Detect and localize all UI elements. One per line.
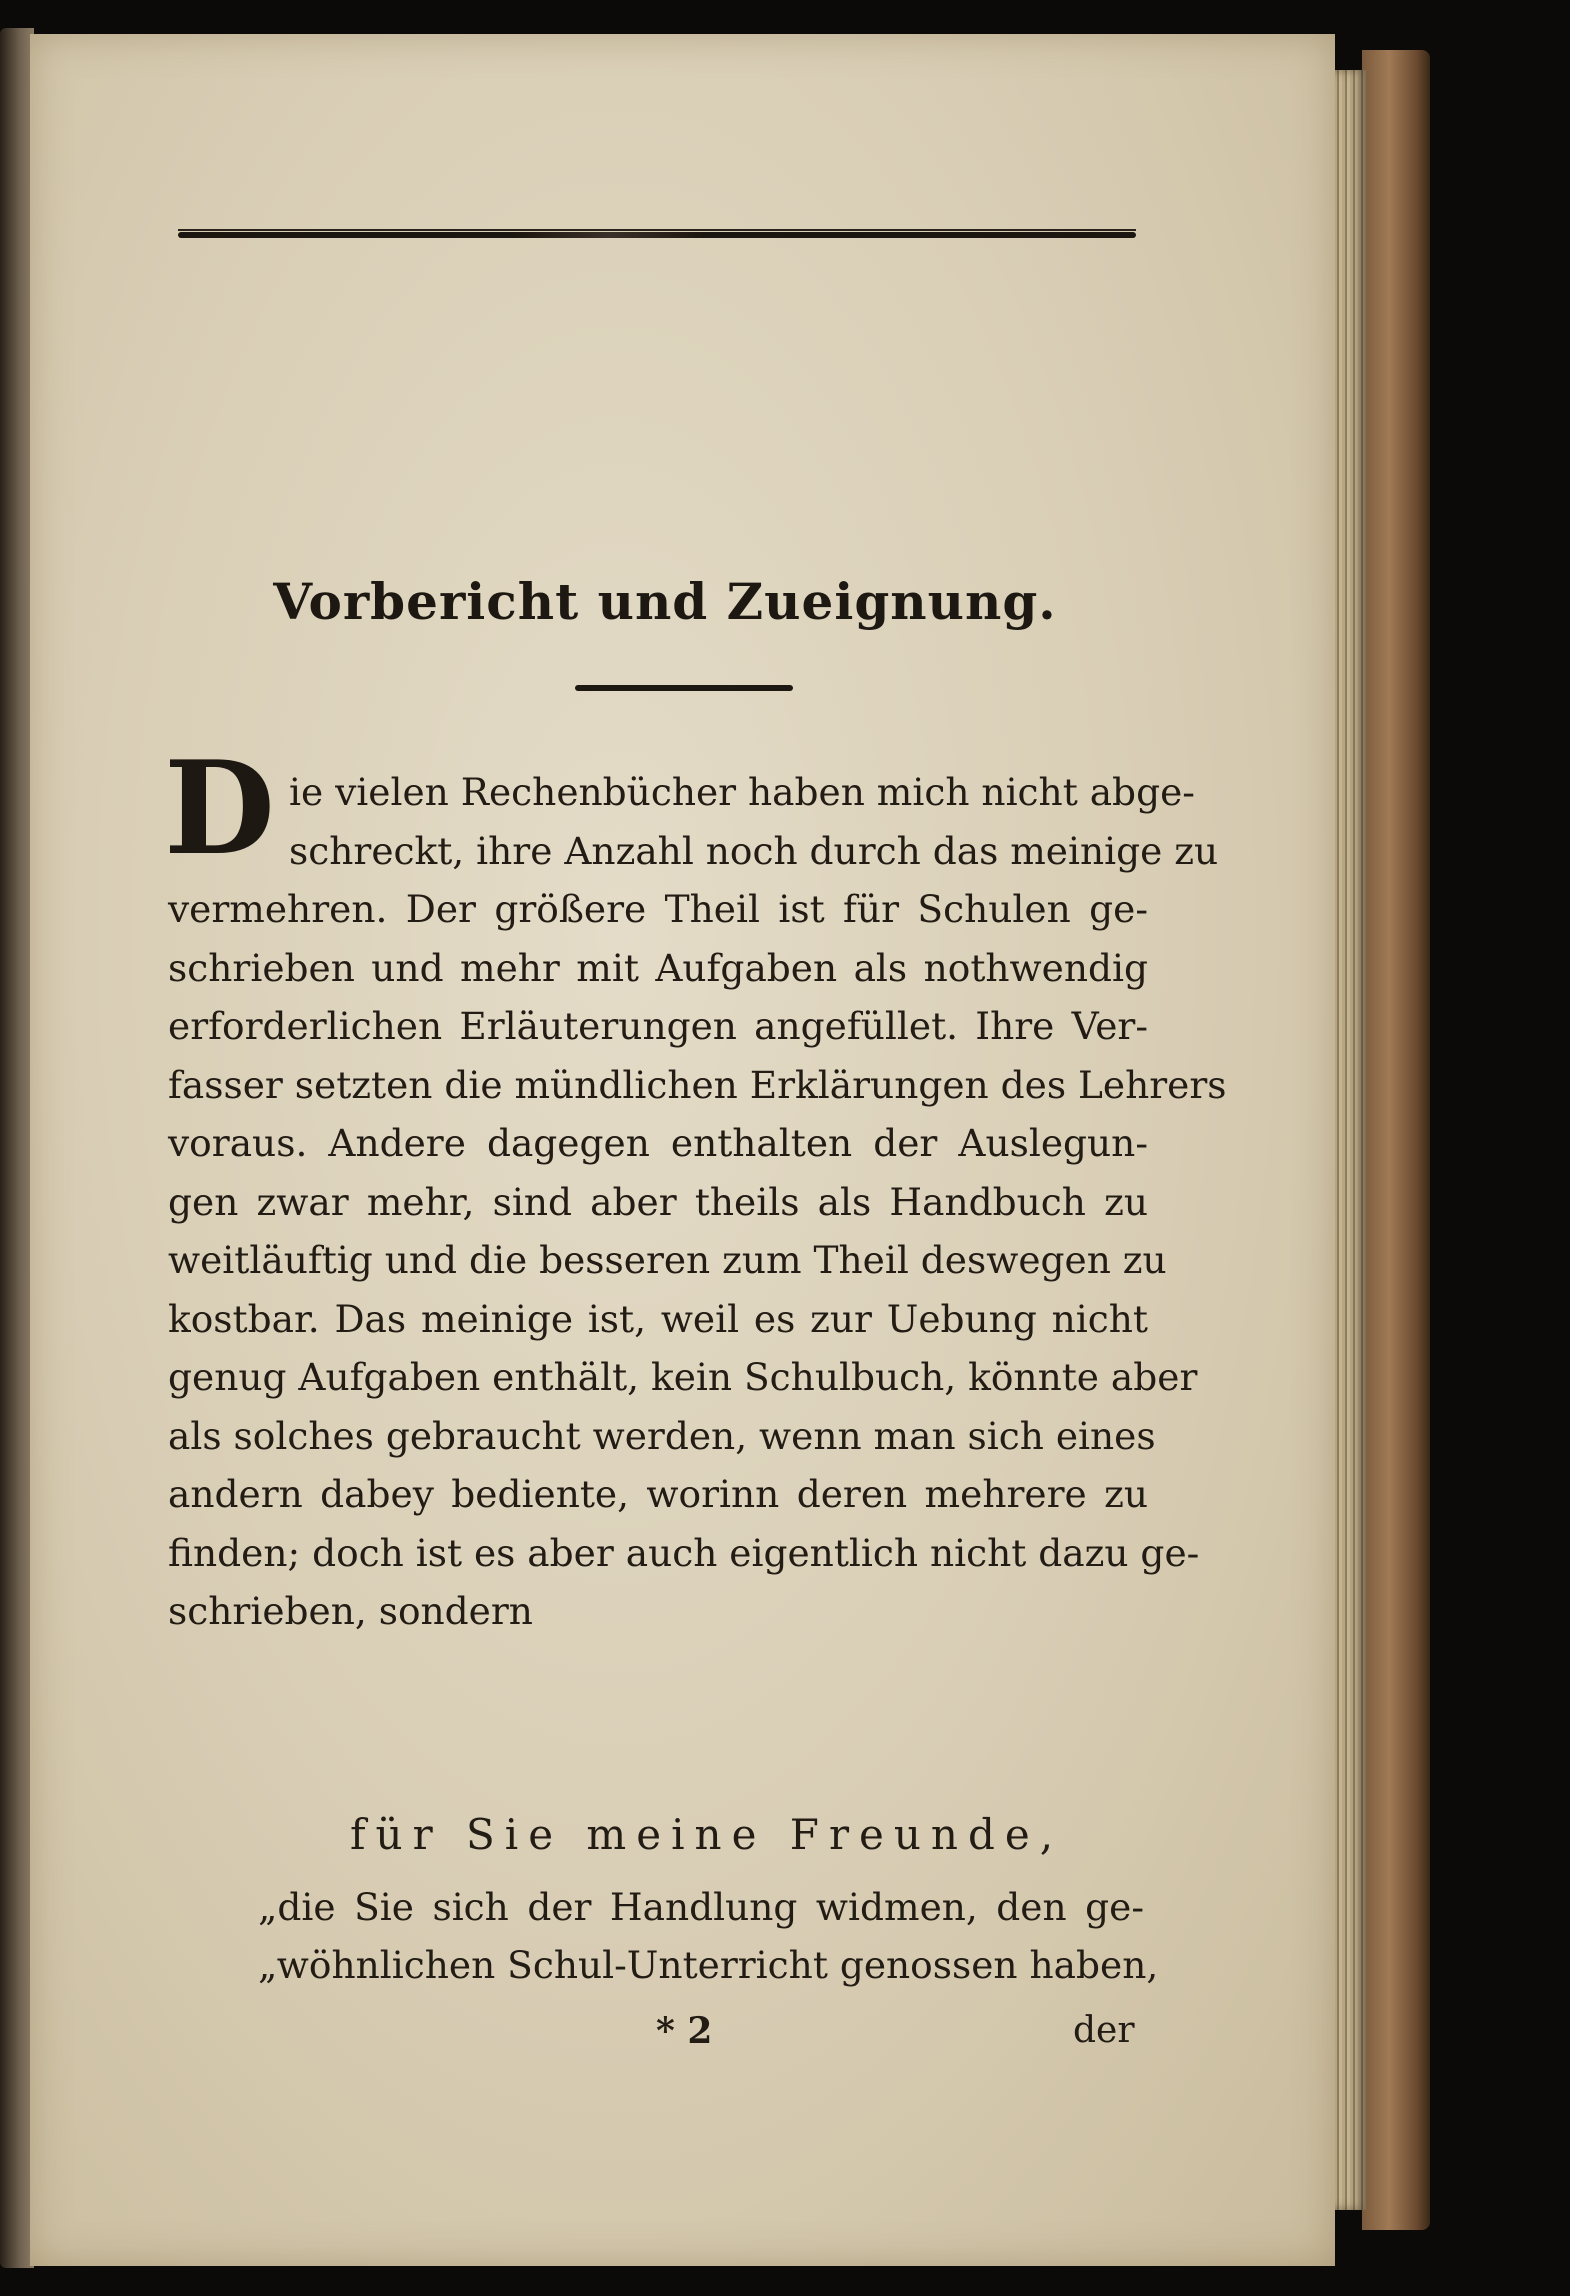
text-line: schreckt, ihre Anzahl noch durch das meinige zu — [289, 828, 1219, 873]
text-line: weitläuftig und die besseren zum Theil deswegen zu — [168, 1238, 1167, 1282]
text-line: fasser setzten die mündlichen Erklärungen des Lehrers — [168, 1062, 1227, 1107]
dedication-line: für Sie meine Freunde, — [350, 1810, 1064, 1859]
body-paragraph — [164, 734, 1227, 1641]
text-line: als solches gebraucht werden, wenn man sich eines — [168, 1413, 1156, 1458]
catchword: der — [1073, 2010, 1135, 2051]
text-line: gen zwar mehr, sind aber theils als Handbuch zu — [168, 1179, 1148, 1224]
text-line: schrieben und mehr mit Aufgaben als nothwendig — [168, 945, 1148, 990]
page-heading: Vorbericht und Zueignung. — [273, 572, 1057, 631]
book-spine-left — [0, 28, 34, 2268]
text-line: vermehren. Der größere Theil ist für Schulen ge- — [168, 887, 1148, 931]
text-line: voraus. Andere dagegen enthalten der Auslegun- — [168, 1121, 1148, 1165]
quote-line: „wöhnlichen Schul-Unterricht genossen haben, — [258, 1943, 1159, 1987]
drop-capital: D — [164, 734, 275, 884]
text-line: genug Aufgaben enthält, kein Schulbuch, könnte aber — [168, 1355, 1198, 1399]
text-line: erforderlichen Erläuterungen angefüllet. Ihre Ver- — [168, 1004, 1148, 1048]
book-cover-edge — [1362, 50, 1430, 2230]
quote-line: „die Sie sich der Handlung widmen, den ge- — [258, 1885, 1144, 1929]
top-ornamental-rule — [178, 232, 1136, 238]
signature-mark: * 2 — [656, 2010, 713, 2052]
text-line: schrieben, sondern — [168, 1589, 533, 1633]
text-line: andern dabey bediente, worinn deren mehrere zu — [168, 1472, 1148, 1516]
heading-divider — [575, 685, 793, 691]
text-line: kostbar. Das meinige ist, weil es zur Uebung nicht — [168, 1296, 1148, 1341]
text-line: finden; doch ist es aber auch eigentlich nicht dazu ge- — [168, 1530, 1200, 1575]
text-line: ie vielen Rechenbücher haben mich nicht abge- — [289, 770, 1195, 814]
